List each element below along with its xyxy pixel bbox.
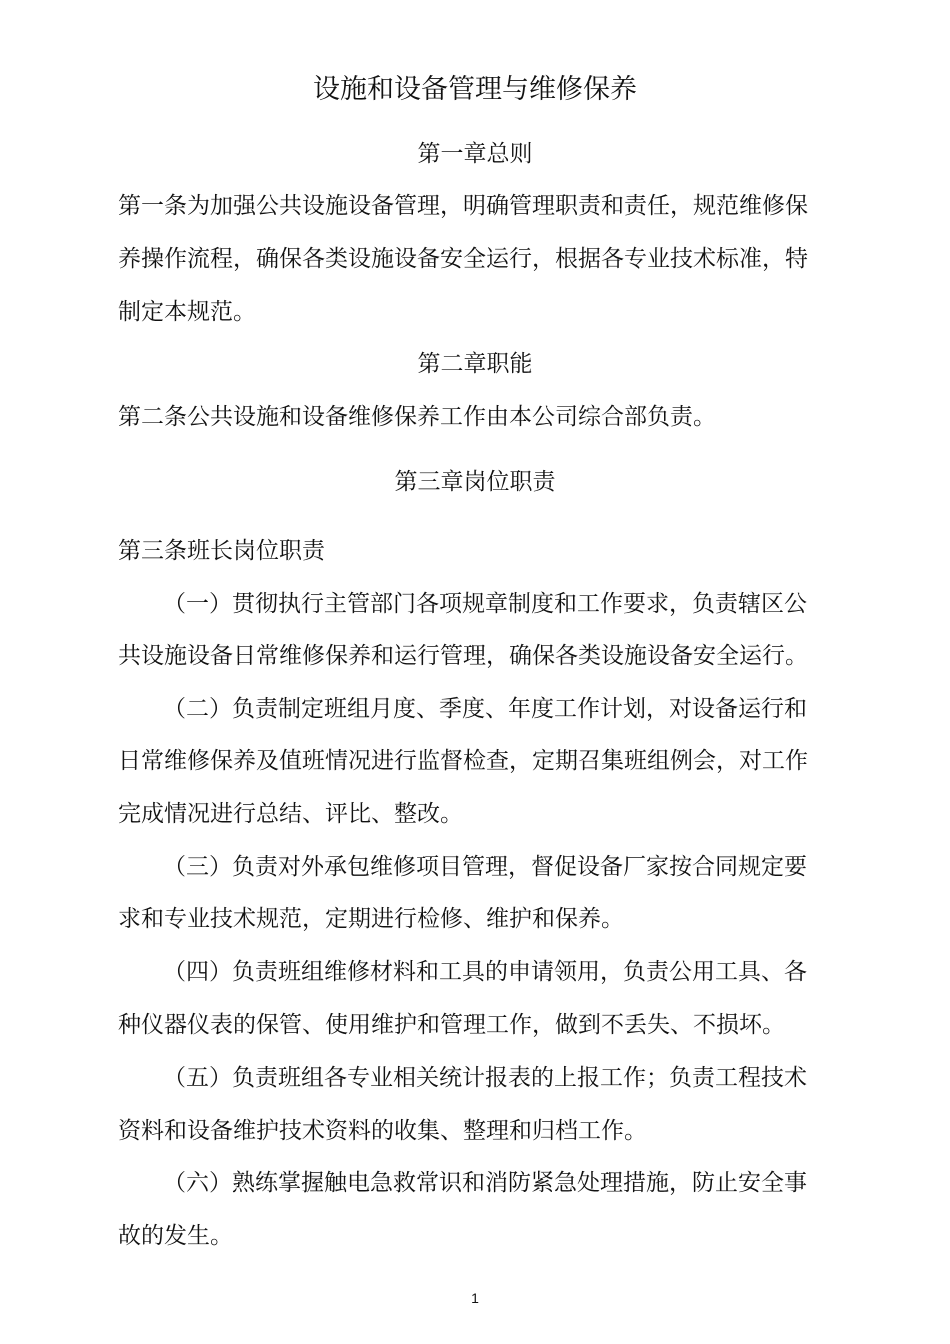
item-6-line-1: （六）熟练掌握触电急救常识和消防紧急处理措施，防止安全事 — [163, 1170, 807, 1196]
item-1-line-2: 共设施设备日常维修保养和运行管理，确保各类设施设备安全运行。 — [118, 643, 808, 669]
article-2-text: 第二条公共设施和设备维修保养工作由本公司综合部负责。 — [118, 404, 716, 430]
item-2-line-2: 日常维修保养及值班情况进行监督检查，定期召集班组例会，对工作 — [118, 748, 808, 774]
chapter-1-heading: 第一章总则 — [417, 141, 533, 167]
item-4-line-2: 种仪器仪表的保管、使用维护和管理工作，做到不丢失、不损坏。 — [118, 1012, 785, 1038]
item-3-line-1: （三）负责对外承包维修项目管理，督促设备厂家按合同规定要 — [163, 854, 807, 880]
page-number: 1 — [471, 1290, 479, 1306]
chapter-3-heading: 第三章岗位职责 — [394, 469, 556, 495]
item-1-line-1: （一）贯彻执行主管部门各项规章制度和工作要求，负责辖区公 — [163, 591, 807, 617]
article-1-line-2: 养操作流程，确保各类设施设备安全运行，根据各专业技术标准，特 — [118, 246, 808, 272]
item-3-line-2: 求和专业技术规范，定期进行检修、维护和保养。 — [118, 906, 624, 932]
item-6-line-2: 故的发生。 — [118, 1223, 233, 1249]
article-1-line-1: 第一条为加强公共设施设备管理，明确管理职责和责任，规范维修保 — [118, 193, 808, 219]
item-5-line-1: （五）负责班组各专业相关统计报表的上报工作；负责工程技术 — [163, 1065, 807, 1091]
chapter-2-heading: 第二章职能 — [417, 351, 533, 377]
article-3-heading: 第三条班长岗位职责 — [118, 538, 325, 564]
item-4-line-1: （四）负责班组维修材料和工具的申请领用，负责公用工具、各 — [163, 959, 807, 985]
item-2-line-1: （二）负责制定班组月度、季度、年度工作计划，对设备运行和 — [163, 696, 807, 722]
item-5-line-2: 资料和设备维护技术资料的收集、整理和归档工作。 — [118, 1118, 647, 1144]
document-title: 设施和设备管理与维修保养 — [313, 74, 637, 105]
item-2-line-3: 完成情况进行总结、评比、整改。 — [118, 801, 463, 827]
article-1-line-3: 制定本规范。 — [118, 299, 256, 325]
